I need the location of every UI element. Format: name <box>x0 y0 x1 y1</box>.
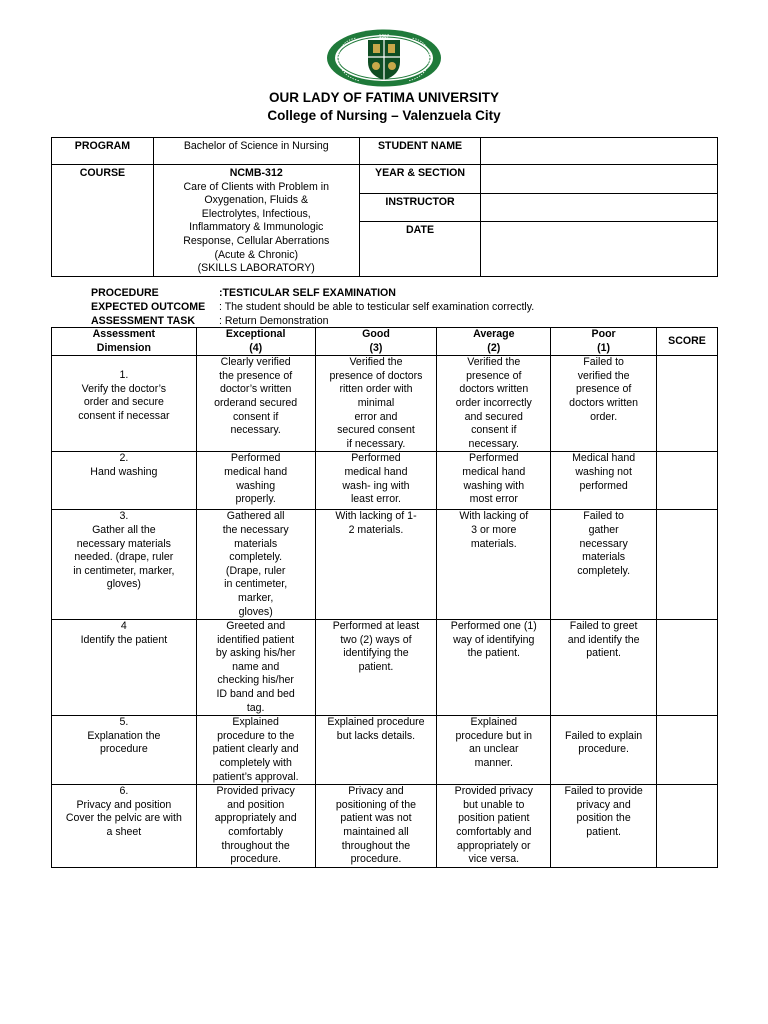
course-label: COURSE <box>52 165 154 277</box>
rubric-row <box>52 356 718 452</box>
date-label: DATE <box>359 222 481 251</box>
header-exceptional: Exceptional (4) <box>196 328 315 356</box>
rubric-row <box>52 716 718 785</box>
average-cell: Performed one (1) way of identifying the patient. <box>437 620 551 716</box>
program-value: Bachelor of Science in Nursing <box>153 138 359 165</box>
score-field[interactable] <box>657 620 718 716</box>
expected-outcome-line <box>91 301 534 313</box>
rubric-table <box>51 327 718 868</box>
procedure-label: PROCEDURE <box>91 287 159 299</box>
dimension-cell: 6. Privacy and position Cover the pelvic are with a sheet <box>52 785 197 868</box>
header-average: Average (2) <box>437 328 551 356</box>
dimension-cell: 3. Gather all the necessary materials needed. (drape, ruler in centimeter, marker, gloves) <box>52 510 197 620</box>
good-cell: Privacy and positioning of the patient was not maintained all throughout the procedure. <box>315 785 437 868</box>
assessment-task-value: : Return Demonstration <box>219 315 329 327</box>
rubric-row <box>52 452 718 510</box>
year-section-field[interactable] <box>481 165 718 194</box>
average-cell: Verified the presence of doctors written order incorrectly and secured consent if necessary. <box>437 356 551 452</box>
good-cell: With lacking of 1- 2 materials. <box>315 510 437 620</box>
student-name-label: STUDENT NAME <box>359 138 481 165</box>
good-cell: Explained procedure but lacks details. <box>315 716 437 785</box>
dimension-cell: 2. Hand washing <box>52 452 197 510</box>
exceptional-cell: Explained procedure to the patient clearly and completely with patient’s approval. <box>196 716 315 785</box>
average-cell: With lacking of 3 or more materials. <box>437 510 551 620</box>
average-cell: Provided privacy but unable to position patient comfortably and appropriately or vice versa. <box>437 785 551 868</box>
score-field[interactable] <box>657 452 718 510</box>
poor-cell: Failed to provide privacy and position the patient. <box>551 785 657 868</box>
score-field[interactable] <box>657 716 718 785</box>
student-name-field[interactable] <box>481 138 718 165</box>
instructor-label: INSTRUCTOR <box>359 193 481 222</box>
exceptional-cell: Performed medical hand washing properly. <box>196 452 315 510</box>
exceptional-cell: Greeted and identified patient by asking his/her name and checking his/her ID band and bed tag. <box>196 620 315 716</box>
university-name: OUR LADY OF FATIMA UNIVERSITY <box>268 90 499 105</box>
rubric-row <box>52 510 718 620</box>
expected-outcome-value: : The student should be able to testicular self examination correctly. <box>219 301 535 313</box>
assessment-task-label: ASSESSMENT TASK <box>91 315 195 327</box>
good-cell: Performed medical hand wash- ing with least error. <box>315 452 437 510</box>
poor-cell: Failed to verified the presence of doctors written order. <box>551 356 657 452</box>
expected-outcome-label: EXPECTED OUTCOME <box>91 301 206 313</box>
course-title: Care of Clients with Problem in Oxygenation, Fluids & Electrolytes, Infectious, Inflammatory & Immunologic Response, Cellular Aberrations (Acute & Chronic) (SKILLS LABORATORY) <box>183 180 330 275</box>
course-value <box>153 165 359 277</box>
poor-cell: Failed to greet and identify the patient. <box>551 620 657 716</box>
poor-cell: Medical hand washing not performed <box>551 452 657 510</box>
exceptional-cell: Provided privacy and position appropriately and comfortably throughout the procedure. <box>196 785 315 868</box>
exceptional-cell: Gathered all the necessary materials completely. (Drape, ruler in centimeter, marker, gloves) <box>196 510 315 620</box>
score-field[interactable] <box>657 510 718 620</box>
score-field[interactable] <box>657 785 718 868</box>
student-info-table <box>51 137 718 277</box>
exceptional-cell: Clearly verified the presence of doctor’s written orderand secured consent if necessary. <box>196 356 315 452</box>
dimension-cell: 1. Verify the doctor’s order and secure consent if necessar <box>52 356 197 452</box>
rubric-row <box>52 620 718 716</box>
program-label: PROGRAM <box>52 138 154 165</box>
good-cell: Performed at least two (2) ways of identifying the patient. <box>315 620 437 716</box>
score-field[interactable] <box>657 356 718 452</box>
average-cell: Explained procedure but in an unclear manner. <box>437 716 551 785</box>
course-code: NCMB-312 <box>229 167 283 179</box>
header-assessment-dimension: Assessment Dimension <box>52 328 197 356</box>
dimension-cell: 5. Explanation the procedure <box>52 716 197 785</box>
procedure-value: :TESTICULAR SELF EXAMINATION <box>219 287 396 299</box>
rubric-header-row <box>52 328 718 356</box>
good-cell: Verified the presence of doctors ritten order with minimal error and secured consent if necessary. <box>315 356 437 452</box>
year-section-label: YEAR & SECTION <box>359 165 481 194</box>
rubric-row <box>52 785 718 868</box>
dimension-cell: 4 Identify the patient <box>52 620 197 716</box>
poor-cell: Failed to gather necessary materials completely. <box>551 510 657 620</box>
average-cell: Performed medical hand washing with most error <box>437 452 551 510</box>
poor-cell: Failed to explain procedure. <box>551 716 657 785</box>
procedure-line <box>91 287 396 299</box>
header-score: SCORE <box>657 328 718 356</box>
instructor-field[interactable] <box>481 193 718 222</box>
svg-text:1967: 1967 <box>378 33 390 39</box>
college-name: College of Nursing – Valenzuela City <box>267 108 501 123</box>
university-seal-logo <box>326 29 442 87</box>
header-poor: Poor (1) <box>551 328 657 356</box>
assessment-task-line <box>91 315 329 327</box>
header-good: Good (3) <box>315 328 437 356</box>
date-field[interactable] <box>481 222 718 251</box>
